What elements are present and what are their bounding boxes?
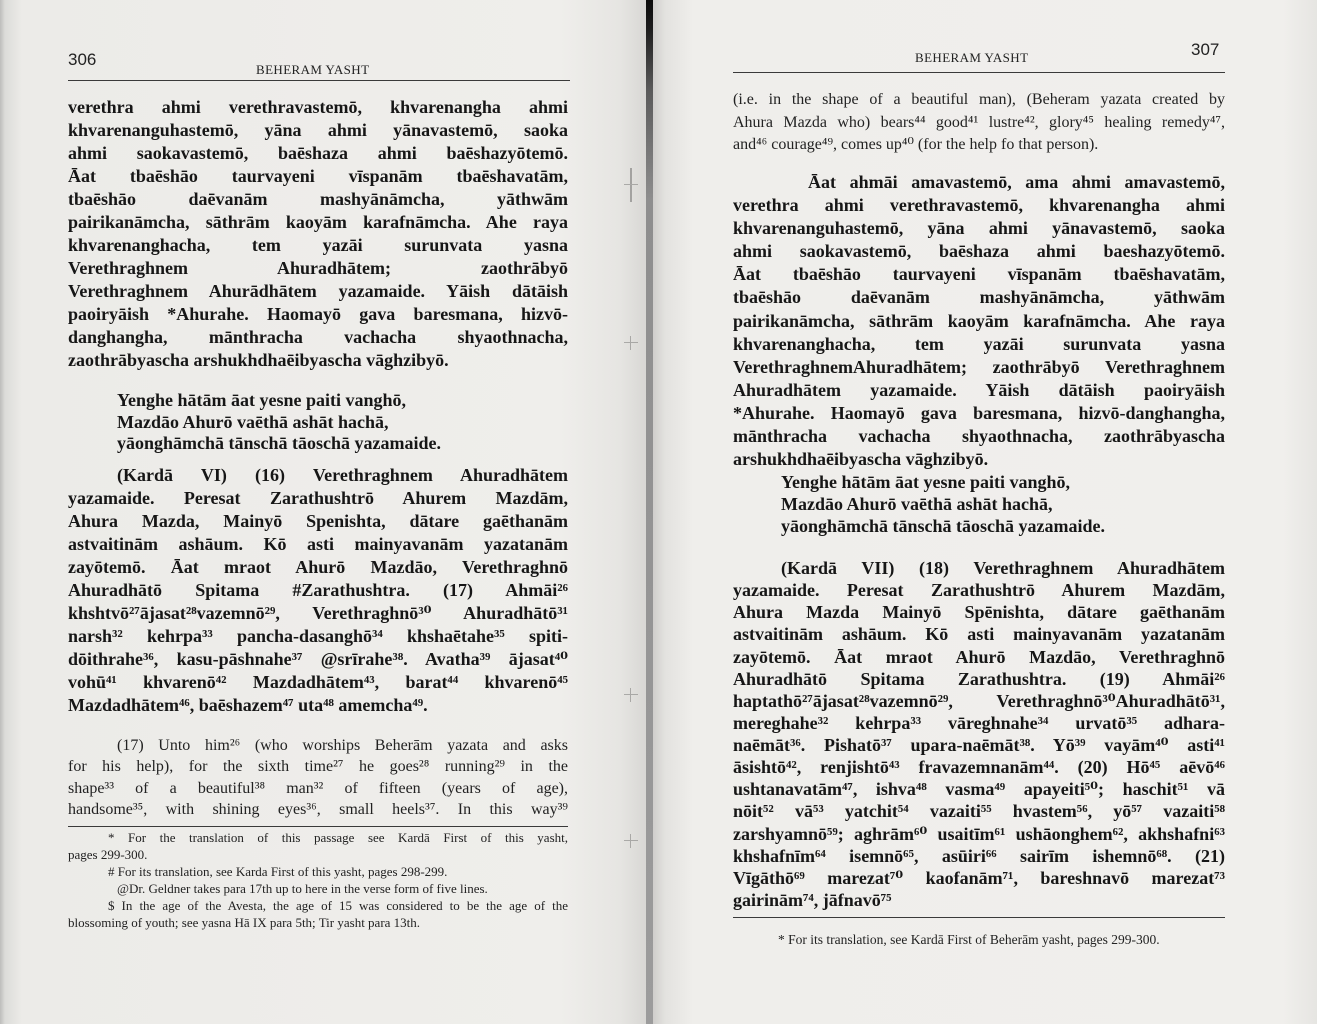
page-number: 306 [68, 50, 97, 69]
text-line: Verethraghnem Ahuradhātem; zaothrābyō [68, 258, 568, 278]
page-number: 307 [1191, 40, 1220, 59]
text-line: handsome³⁵, with shining eyes³⁶, small heels³⁷. In this way³⁹ [68, 800, 568, 818]
text-line: astvaitinām ashāum. Kō asti mainyavanām yazatanām [733, 624, 1225, 645]
avesta-paragraph [68, 96, 568, 372]
book-gutter [646, 0, 653, 1024]
text-line: blossoming of youth; see yasna Hā IX para 5th; Tir yasht para 13th. [68, 915, 421, 930]
text-line: pairikanāmcha, sāthrām kaoyām karafnāmcha. Ahe raya [733, 310, 1225, 331]
text-line: verethra ahmi verethravastemō, khvarenangha ahmi [733, 195, 1225, 216]
text-line: nōit⁵² vā⁵³ yatchit⁵⁴ vazaiti⁵⁵ hvastem⁵⁶, yō⁵⁷ vazaiti⁵⁸ [733, 801, 1225, 822]
text-line: (i.e. in the shape of a beautiful man), (Beheram yazata created by [733, 91, 1225, 108]
text-line: pages 299-300. [68, 847, 148, 862]
text-line: zarshyamnō⁵⁹; aghrām⁶⁰ usaitīm⁶¹ ushāonghem⁶², akhshafni⁶³ [733, 823, 1225, 844]
left-page [0, 0, 648, 1024]
text-line: Ahura Mazda, Mainyō Spenishta, dātare gaēthanām [68, 511, 568, 531]
text-line: ushtanavatām⁴⁷, ishva⁴⁸ vasma⁴⁹ apayeiti⁵⁰; haschit⁵¹ vā [733, 779, 1225, 800]
text-line: (Kardā VII) (18) Verethraghnem Ahuradhātem [781, 558, 1225, 578]
text-line: astvaitinām ashāum. Kō asti mainyavanām yazatanām [68, 534, 568, 554]
text-line: tbaēshāo daēvanām mashyānāmcha, yāthwām [68, 189, 568, 209]
text-line: ahmi saokavastemō, baēshaza ahmi baeshazyōtemō. [733, 241, 1225, 262]
running-head: BEHERAM YASHT [915, 50, 1029, 65]
footnote [68, 863, 568, 880]
text-line: verethra ahmi verethravastemō, khvarenangha ahmi [68, 97, 568, 117]
text-line: Yenghe hātām āat yesne paiti vanghō, [781, 472, 1071, 492]
header-rule [68, 80, 570, 81]
text-line: shape³³ of a beautiful³⁸ man³² of fifteen (years of age), [68, 779, 568, 797]
text-line: khvarenanghacha, tem yazāi surunvata yasna [733, 333, 1225, 354]
text-line: āsishtō⁴², renjishtō⁴³ fravazemnanām⁴⁴. (20) Hō⁴⁵ aēvō⁴⁶ [733, 757, 1225, 778]
text-line: zayōtemō. Āat mraot Ahurō Mazdāo, Verethraghnō [733, 646, 1225, 667]
text-line: Verethraghnem Ahurādhātem yazamaide. Yāish dātāish [68, 281, 568, 301]
text-line: gairinām⁷⁴, jāfnavō⁷⁵ [733, 889, 892, 910]
text-line: khshafnīm⁶⁴ isemnō⁶⁵, asūiri⁶⁶ sairīm ishemnō⁶⁸. (21) [733, 845, 1225, 866]
translation-paragraph [68, 735, 568, 820]
text-line: mānthracha vachacha shyaothnacha, zaothrābyascha [733, 426, 1225, 447]
footnote-rule [68, 826, 568, 827]
text-line: paoiryāish *Ahurahe. Haomayō gava baresmana, hizvō- [68, 304, 568, 324]
registration-mark [624, 336, 638, 350]
registration-mark [624, 688, 638, 702]
text-line: dōithrahe³⁶, kasu-pāshnahe³⁷ @srīrahe³⁸. Avatha³⁹ ājasat⁴⁰ [68, 649, 568, 669]
text-line: yazamaide. Peresat Zarathushtrō Ahurem Mazdām, [733, 580, 1225, 601]
text-line: Yenghe hātām āat yesne paiti vanghō, [117, 390, 407, 410]
text-line: (Kardā VI) (16) Verethraghnem Ahuradhātem [117, 465, 568, 485]
footnote [733, 931, 1225, 948]
text-line: Ahuradhātō Spitama Zarathushtra. (19) Ahmāi²⁶ [733, 668, 1225, 689]
registration-mark [624, 834, 638, 848]
text-line: tbaēshāo daēvanām mashyānāmcha, yāthwām [733, 287, 1225, 308]
text-line: yazamaide. Peresat Zarathushtrō Ahurem Mazdām, [68, 488, 568, 508]
text-line: $ In the age of the Avesta, the age of 15 was considered to be the age of the [108, 898, 568, 913]
avesta-paragraph [733, 171, 1225, 471]
text-line: Vīgāthō⁶⁹ marezat⁷⁰ kaofanām⁷¹, bareshnavō marezat⁷³ [733, 867, 1225, 888]
text-line: vohū⁴¹ khvarenō⁴² Mazdadhātem⁴³, barat⁴⁴ khvarenō⁴⁵ [68, 672, 568, 692]
text-line: yāonghāmchā tānschā tāoschā yazamaide. [781, 516, 1106, 536]
translation-paragraph [733, 89, 1225, 157]
text-line: Ahura Mazda Mainyō Spēnishta, dātare gaēthanām [733, 602, 1225, 623]
text-line: *Ahurahe. Haomayō gava baresmana, hizvō-danghangha, [733, 402, 1225, 423]
text-line: for his help), for the sixth time²⁷ he goes²⁸ running²⁹ in the [68, 758, 568, 776]
verse-stanza [117, 390, 568, 455]
text-line: and⁴⁶ courage⁴⁹, comes up⁴⁰ (for the help fo that person). [733, 136, 1099, 153]
text-line: ahmi saokavastemō, baēshaza ahmi baēshazyōtemō. [68, 143, 568, 163]
footnote [68, 897, 568, 931]
footnotes [733, 931, 1225, 948]
running-head: BEHERAM YASHT [256, 62, 370, 77]
text-line: Āat ahmāi amavastemō, ama ahmi amavastemō, [808, 172, 1225, 192]
text-line: Ahuradhātō Spitama #Zarathushtra. (17) Ahmāi²⁶ [68, 580, 568, 600]
text-line: khvarenanghacha, tem yazāi surunvata yasna [68, 235, 568, 255]
text-line: yāonghāmchā tānschā tāoschā yazamaide. [117, 433, 442, 453]
text-line: zayōtemō. Āat mraot Ahurō Mazdāo, Verethraghnō [68, 557, 568, 577]
text-line: khvarenanguhastemō, yāna ahmi yānavastemō, saoka [68, 120, 568, 140]
text-line: pairikanāmcha, sāthrām kaoyām karafnāmcha. Ahe raya [68, 212, 568, 232]
avesta-paragraph [733, 557, 1225, 911]
text-line: Mazdāo Ahurō vaēthā ashāt hachā, [117, 411, 389, 432]
right-page [653, 0, 1317, 1024]
text-line: arshukhdhaēibyascha vāghzibyō. [733, 449, 989, 470]
text-line: danghangha, mānthracha vachacha shyaothnacha, [68, 327, 568, 347]
text-line: Mazdāo Ahurō vaēthā ashāt hachā, [781, 494, 1053, 514]
text-line: VerethraghnemAhuradhātem; zaothrābyō Verethraghnem [733, 356, 1225, 377]
text-line: * For its translation, see Kardā First of Beherām yasht, pages 299-300. [778, 932, 1160, 947]
text-line: Ahura Mazda who) bears⁴⁴ good⁴¹ lustre⁴², glory⁴⁵ healing remedy⁴⁷, [733, 113, 1225, 131]
text-line: mereghahe³² kehrpa³³ vāreghnahe³⁴ urvatō³⁵ adhara- [733, 712, 1225, 733]
footnote [68, 880, 568, 897]
text-line: Āat tbaēshāo taurvayeni vīspanām tbaēshavatām, [733, 264, 1225, 285]
text-line: khshtvō²⁷ājasat²⁸vazemnō²⁹, Verethraghnō³⁰ Ahuradhātō³¹ [68, 603, 568, 623]
text-line: * For the translation of this passage see Kardā First of this yasht, [108, 830, 568, 845]
header-rule [733, 72, 1225, 73]
footnote [68, 829, 568, 863]
footnote-rule [733, 917, 1225, 918]
text-line: @Dr. Geldner takes para 17th up to here in the verse form of five lines. [117, 881, 488, 896]
text-line: Mazdadhātem⁴⁶, baēshazem⁴⁷ uta⁴⁸ amemcha⁴⁹. [68, 695, 428, 715]
avesta-paragraph [68, 464, 568, 717]
text-line: Ahuradhātem yazamaide. Yāish dātāish paoiryāish [733, 379, 1225, 400]
text-line: haptathō²⁷ājasat²⁸vazemnō²⁹, Verethraghnō³⁰Ahuradhātō³¹, [733, 690, 1225, 711]
text-line: (17) Unto him²⁶ (who worships Beherām yazata and asks [117, 737, 568, 754]
text-line: naēmāt³⁶. Pishatō³⁷ upara-naēmāt³⁸. Yō³⁹ vayām⁴⁰ asti⁴¹ [733, 735, 1225, 755]
registration-mark [624, 178, 638, 192]
text-line: zaothrābyascha arshukhdhaēibyascha vāghzibyō. [68, 350, 449, 370]
text-line: narsh³² kehrpa³³ pancha-dasanghō³⁴ khshaētahe³⁵ spiti- [68, 626, 568, 646]
verse-stanza [781, 471, 1225, 537]
text-line: # For its translation, see Karda First of this yasht, pages 298-299. [108, 864, 448, 879]
text-line: khvarenanguhastemō, yāna ahmi yānavastemō, saoka [733, 218, 1225, 239]
footnotes [68, 829, 568, 931]
text-line: Āat tbaēshāo taurvayeni vīspanām tbaēshavatām, [68, 166, 568, 186]
